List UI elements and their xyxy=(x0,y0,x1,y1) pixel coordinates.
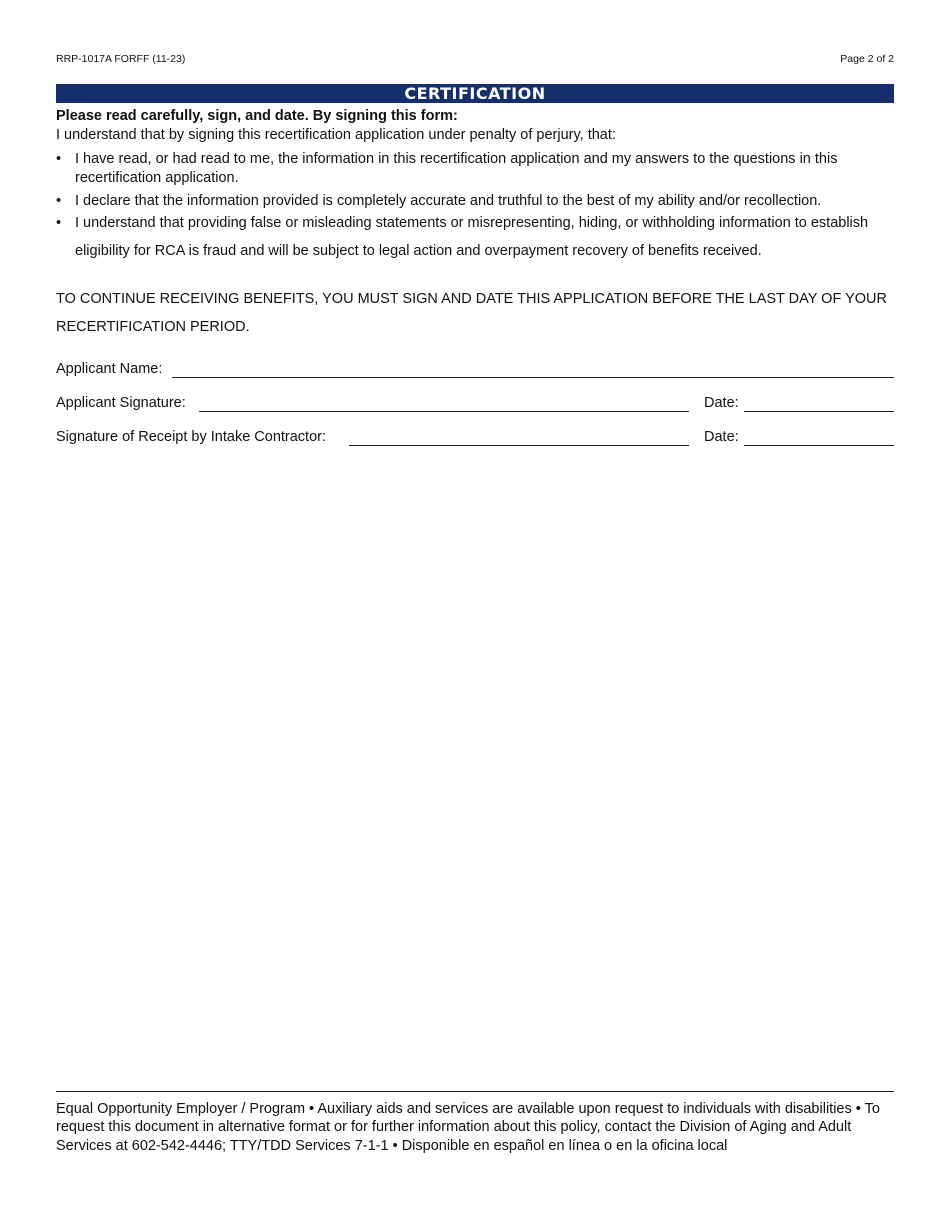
statement-text: I declare that the information provided is completely accurate and truthful to the best of my ability and/or recollection. xyxy=(75,193,822,209)
deadline-notice: TO CONTINUE RECEIVING BENEFITS, YOU MUST SIGN AND DATE THIS APPLICATION BEFORE THE LAST DAY OF YOUR RECERTIFICATION PERIOD. xyxy=(56,291,887,335)
page-number: Page 2 of 2 xyxy=(840,53,894,65)
intake-date-label: Date: xyxy=(704,429,739,445)
applicant-date-field[interactable] xyxy=(744,411,894,412)
bullet-icon: • xyxy=(56,193,62,209)
statement-text: I have read, or had read to me, the information in this recertification application and my answers to the questions in this recertification application. xyxy=(75,151,838,186)
footer-notice: Equal Opportunity Employer / Program • Auxiliary aids and services are available upon request to individuals with disabilities • To request this document in alternative format or for further information about this policy, contact the Division of Aging and Adult Services at 602-542-4446; TTY/TDD Services 7-1-1 • Disponible en español en línea o en la oficina local xyxy=(56,1101,880,1154)
applicant-name-label: Applicant Name: xyxy=(56,361,163,377)
certification-instructions: Please read carefully, sign, and date. By signing this form: xyxy=(56,108,458,124)
form-id: RRP-1017A FORFF (11-23) xyxy=(56,53,186,65)
statement-item xyxy=(56,150,894,188)
applicant-name-row xyxy=(56,360,894,380)
bullet-icon: • xyxy=(56,215,62,231)
intake-signature-label: Signature of Receipt by Intake Contractor: xyxy=(56,429,327,445)
bullet-icon: • xyxy=(56,151,62,167)
statement-item xyxy=(56,209,894,265)
intake-date-field[interactable] xyxy=(744,445,894,446)
applicant-signature-row xyxy=(56,394,894,414)
certification-banner: CERTIFICATION xyxy=(56,84,894,103)
certification-intro: I understand that by signing this recertification application under penalty of perjury, that: xyxy=(56,127,616,143)
applicant-date-label: Date: xyxy=(704,395,739,411)
applicant-signature-label: Applicant Signature: xyxy=(56,395,186,411)
applicant-signature-field[interactable] xyxy=(199,411,689,412)
intake-signature-field[interactable] xyxy=(349,445,689,446)
intake-signature-row xyxy=(56,428,894,448)
certification-statements xyxy=(56,150,894,265)
footer-divider xyxy=(56,1091,894,1092)
statement-item xyxy=(56,193,894,210)
statement-text: I understand that providing false or misleading statements or misrepresenting, hiding, or withholding information to establish eligibility for RCA is fraud and will be subject to legal action and overpayment recovery of benefits received. xyxy=(75,215,869,259)
applicant-name-field[interactable] xyxy=(172,377,894,378)
